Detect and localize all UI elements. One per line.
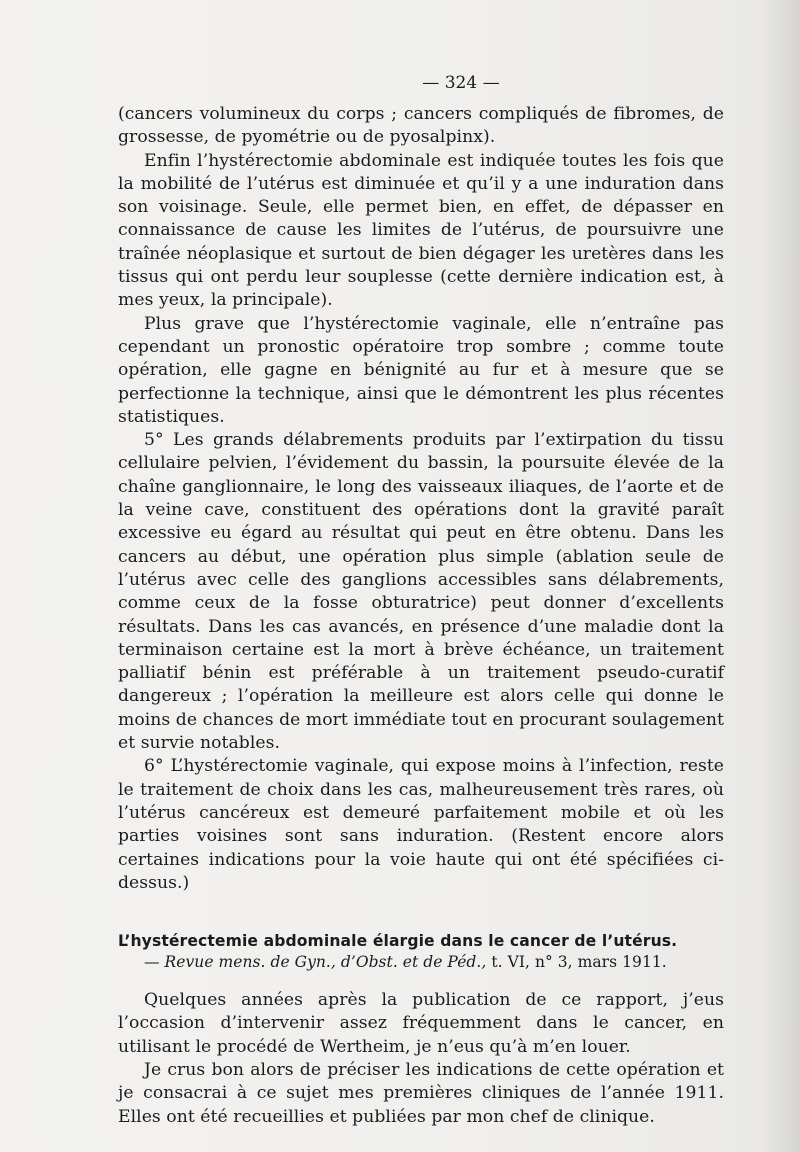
paragraph-prognosis: Plus grave que l’hystérectomie vaginale, elle n’entraîne pas cependant un pronostic opératoire trop sombre ; comme toute opération, elle gagne en bénignité au fur et à mesure que se perfectionne la technique, ainsi que le démontrent les plus récentes statistiques. [118, 313, 724, 427]
paragraph-wertheim: Quelques années après la publication de ce rapport, j’eus l’occasion d’intervenir assez fréquemment dans le cancer, en utilisant le procédé de Wertheim, je n’eus qu’à m’en louer. [118, 990, 724, 1057]
page-edge-shadow [758, 0, 800, 1152]
paragraph-point-5: 5° Les grands délabrements produits par l’extirpation du tissu cellulaire pelvien, l’évidement du bassin, la poursuite élevée de la chaîne ganglionnaire, le long des vaisseaux iliaques, de l’aorte et de la veine cave, constituent des opérations dont la gravité paraît excessive eu égard au résultat qui peut en être obtenu. Dans les cancers au début, une opération plus simple (ablation seule de l’utérus avec celle des ganglions accessibles sans délabrements, comme ceux de la fosse obturatrice) peut donner d’excellents résultats. Dans les cas avancés, en présence d’une maladie dont la terminaison certaine est la mort à brève échéance, un traitement palliatif bénin est préférable à un traitement pseudo-curatif dangereux ; l’opération la meilleure est alors celle qui donne le moins de chances de mort immédiate tout en procurant soulagement et survie notables. [118, 430, 725, 754]
citation-journal: Revue mens. de Gyn., d’Obst. et de Péd., [164, 953, 487, 972]
paragraph-cliniques: Je crus bon alors de préciser les indications de cette opération et je consacrai à ce sujet mes premières cliniques de l’année 1911. Elles ont été recueillies et publiées par mon chef de clinique. [118, 1059, 724, 1127]
page-number: — 324 — [422, 73, 500, 93]
citation-dash: — [144, 953, 160, 972]
section-header [118, 931, 724, 973]
paragraph-hysterectomy-abdominal: Enfin l’hystérectomie abdominale est indiquée toutes les fois que la mobilité de l’utérus est diminuée et qu’il y a une induration dans son voisinage. Seule, elle permet bien, en effet, de dépasser en connaissance de cause les limites de l’utérus, de poursuivre une traînée néoplasique et surtout de bien dégager les uretères dans les tissus qui ont perdu leur souplesse (cette dernière indication est, à mes yeux, la principale). [118, 150, 724, 311]
citation-details: t. VI, n° 3, mars 1911. [491, 953, 667, 972]
section-citation [144, 952, 724, 973]
paragraph-point-6: 6° L’hystérectomie vaginale, qui expose moins à l’infection, reste le traitement de choix dans les cas, malheureusement très rares, où l’utérus cancéreux est demeuré parfaitement mobile et où les parties voisines sont sans induration. (Restent encore alors certaines indications pour la voie haute qui ont été spécifiées ci-dessus.) [118, 756, 724, 893]
paragraph-continuation: (cancers volumineux du corps ; cancers compliqués de fibromes, de grossesse, de pyométrie ou de pyosalpinx). [118, 104, 724, 148]
section-heading: L’hystérectemie abdominale élargie dans le cancer de l’utérus. [118, 932, 678, 951]
page-text [118, 72, 724, 1129]
